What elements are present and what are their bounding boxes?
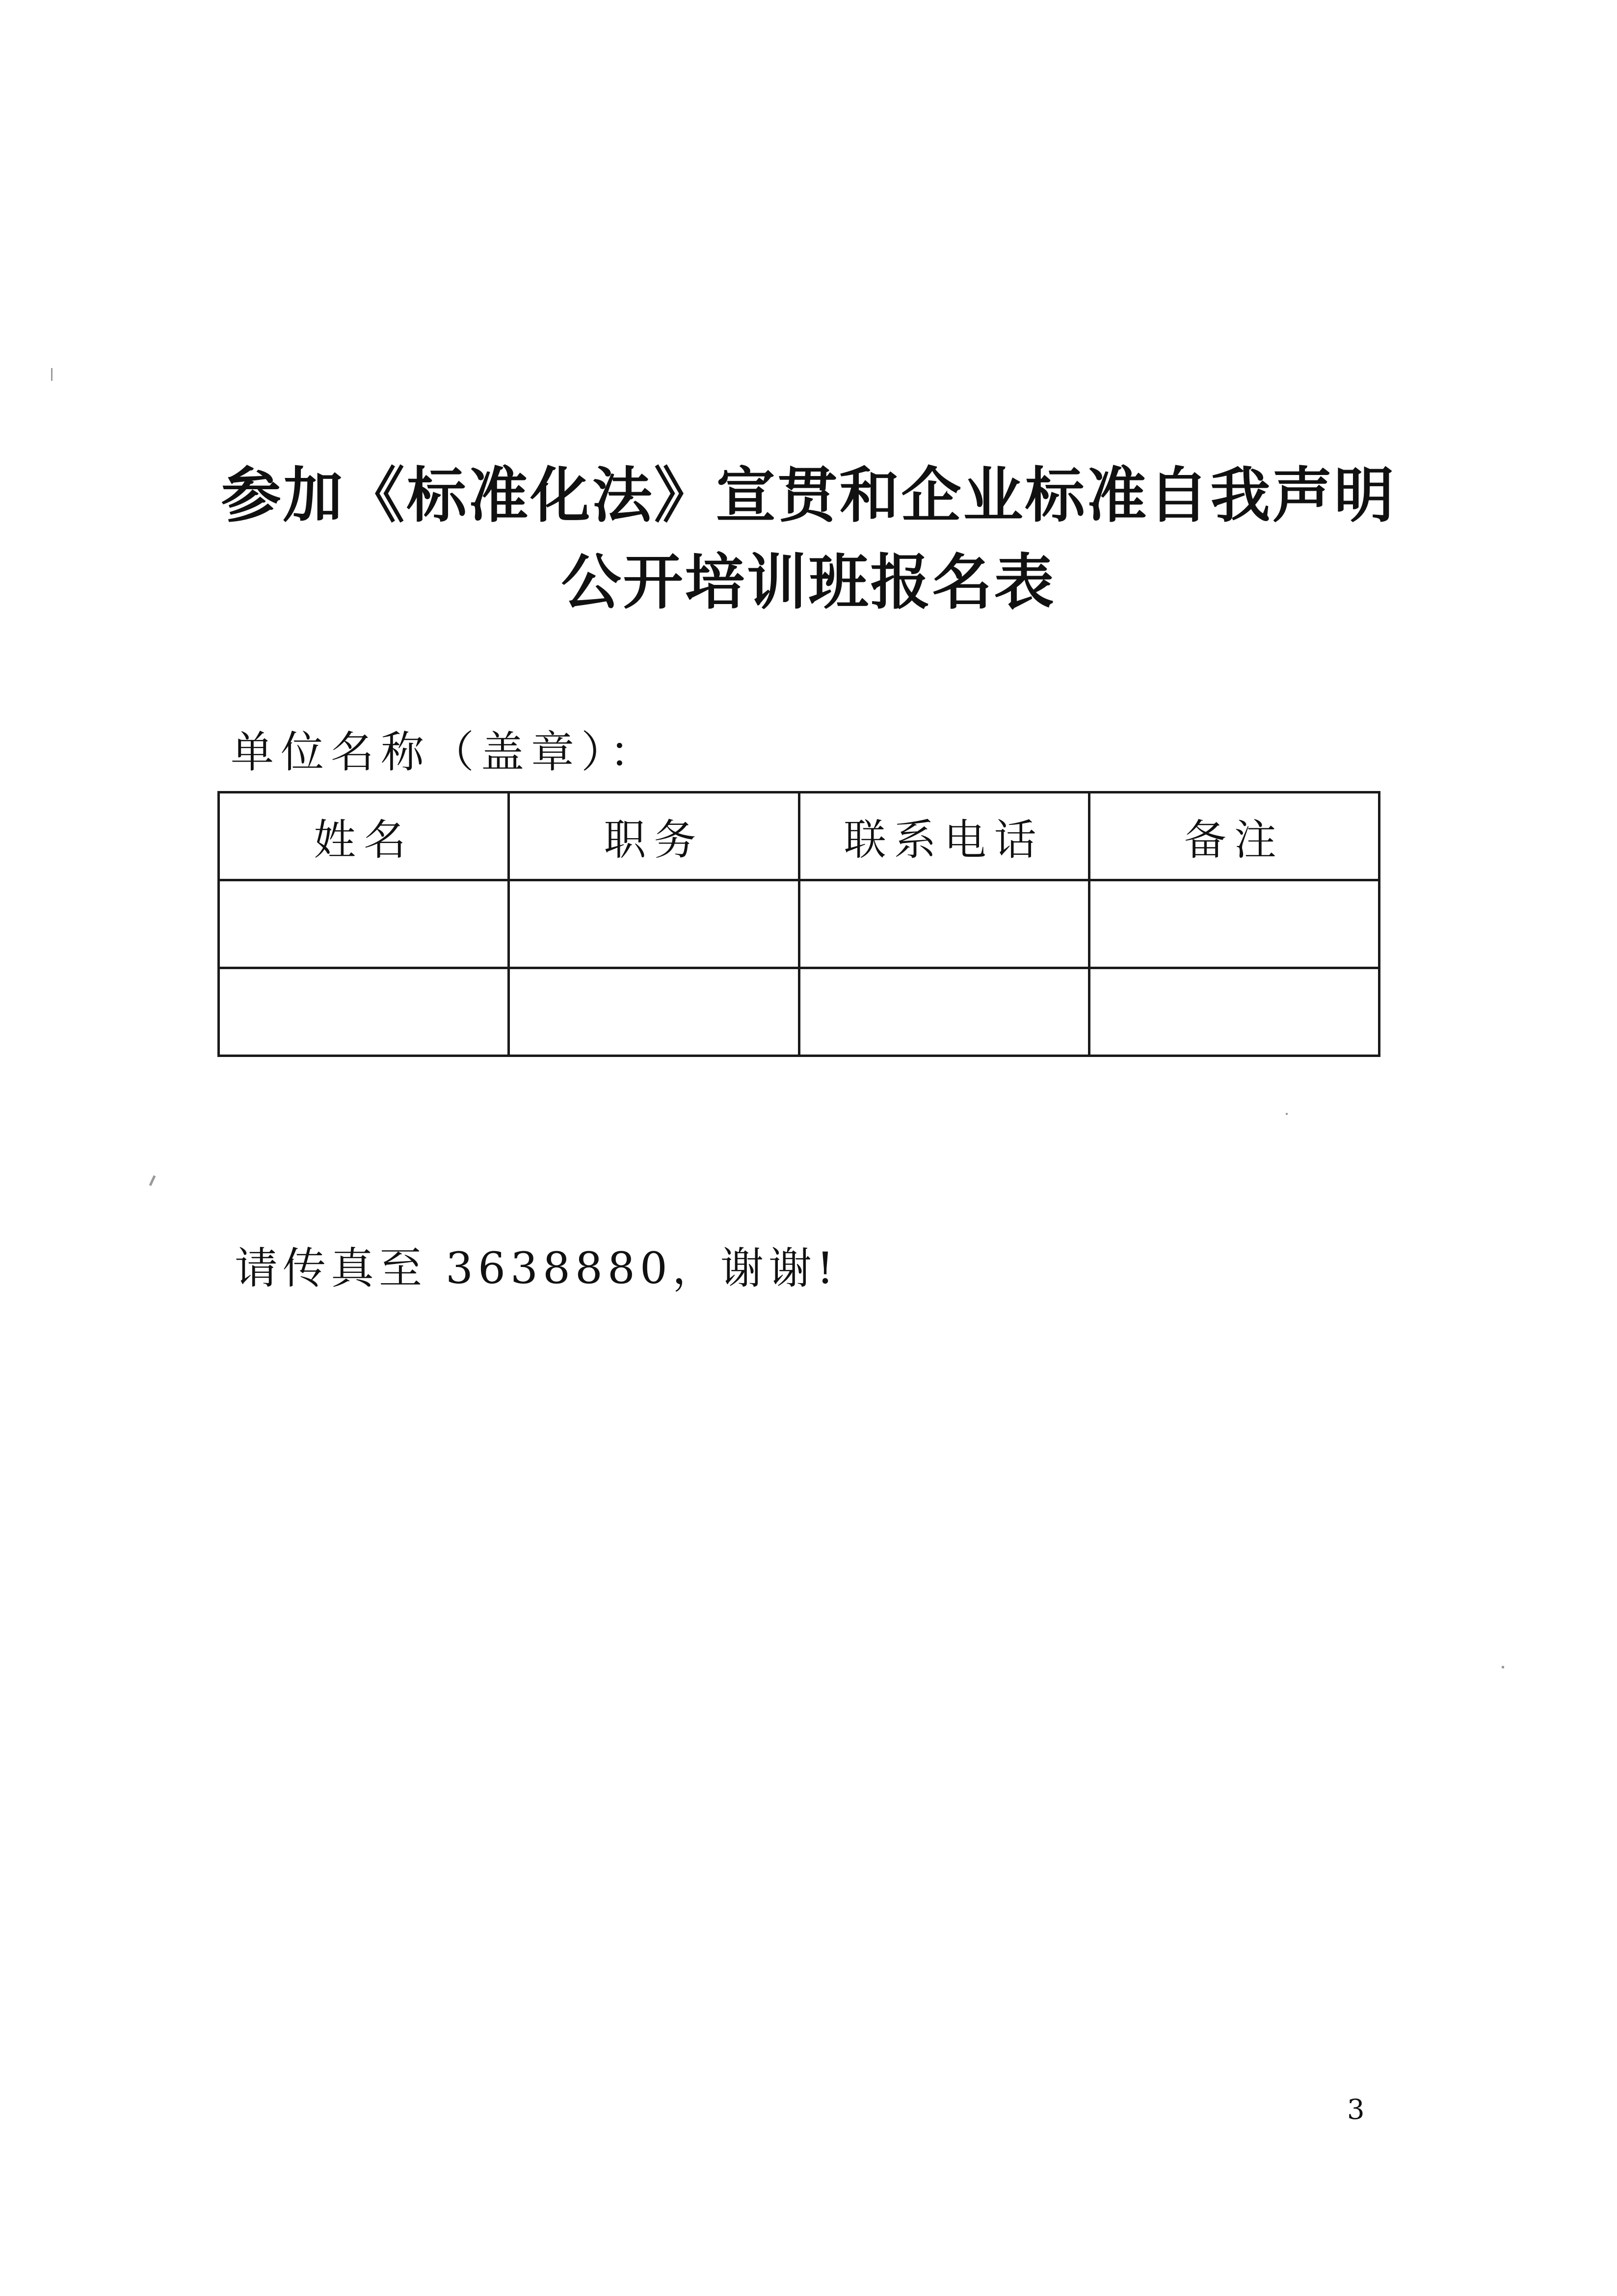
header-position: 职务 — [509, 792, 799, 880]
position-field[interactable] — [510, 881, 797, 967]
table-cell-phone[interactable] — [799, 880, 1089, 968]
table-row — [219, 968, 1379, 1056]
document-title-line2: 公开培训班报名表 — [561, 548, 1056, 617]
remarks-field[interactable] — [1090, 969, 1378, 1055]
table-header-row — [219, 792, 1379, 880]
scan-speck — [51, 368, 53, 381]
document-title-line1: 参加《标准化法》宣贯和企业标准自我声明 — [221, 461, 1396, 530]
phone-field[interactable] — [800, 969, 1088, 1055]
table-cell-position[interactable] — [509, 968, 799, 1056]
name-field[interactable] — [220, 881, 507, 967]
header-remarks: 备注 — [1089, 792, 1379, 880]
header-name: 姓名 — [219, 792, 509, 880]
table-cell-phone[interactable] — [799, 968, 1089, 1056]
phone-field[interactable] — [800, 881, 1088, 967]
scan-speck — [1286, 1113, 1288, 1115]
remarks-field[interactable] — [1090, 881, 1378, 967]
table-cell-name[interactable] — [219, 880, 509, 968]
table-cell-remarks[interactable] — [1089, 968, 1379, 1056]
unit-name-label: 单位名称（盖章）： — [231, 727, 660, 777]
position-field[interactable] — [510, 969, 797, 1055]
page-number: 3 — [1347, 2094, 1365, 2126]
scan-speck — [149, 1175, 156, 1186]
table-cell-position[interactable] — [509, 880, 799, 968]
table-cell-name[interactable] — [219, 968, 509, 1056]
header-phone: 联系电话 — [799, 792, 1089, 880]
name-field[interactable] — [220, 969, 507, 1055]
scan-speck — [1502, 1666, 1504, 1668]
registration-table — [217, 791, 1380, 1057]
fax-note: 请传真至 3638880，谢谢! — [235, 1243, 839, 1293]
table-cell-remarks[interactable] — [1089, 880, 1379, 968]
table-row — [219, 880, 1379, 968]
